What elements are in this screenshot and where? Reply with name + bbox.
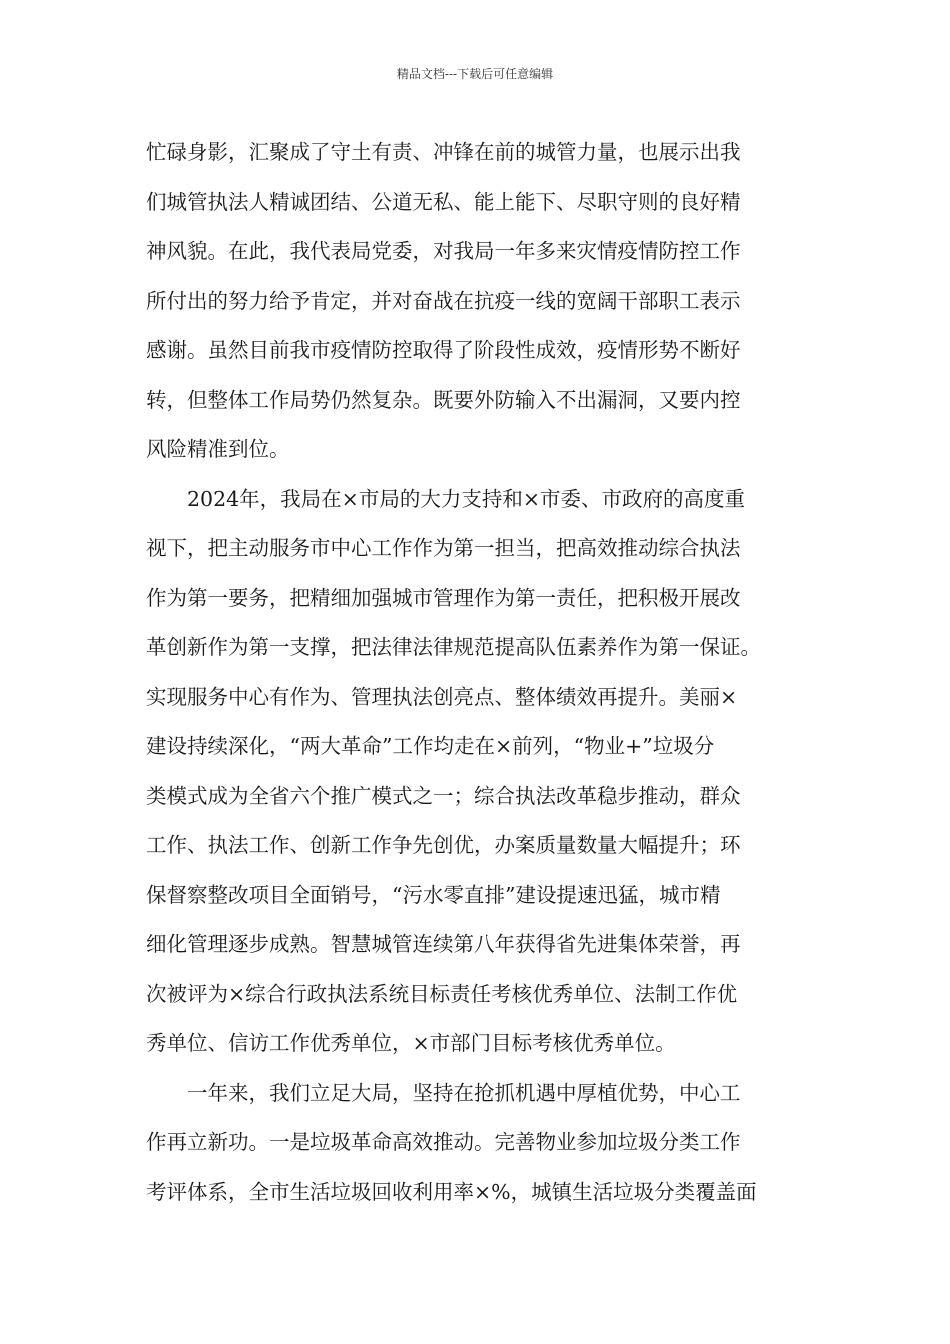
- text-line: 作再立新功。一是垃圾革命高效推动。完善物业参加垃圾分类工作: [146, 1130, 741, 1154]
- text-line: 保督察整改项目全面销号，“污水零直排”建设提速迅猛，城市精: [146, 882, 721, 907]
- text-line: 神风貌。在此，我代表局党委，对我局一年多来灾情疫情防控工作: [146, 239, 741, 263]
- text-line: 细化管理逐步成熟。智慧城管连续第八年获得省先进集体荣誉，再: [146, 932, 741, 956]
- text-line: 转，但整体工作局势仍然复杂。既要外防输入不出漏洞，又要内控: [146, 387, 741, 412]
- text-line: 一年来，我们立足大局，坚持在抢抓机遇中厚植优势，中心工: [187, 1080, 741, 1105]
- text-line: 工作、执法工作、创新工作争先创优，办案质量数量大幅提升；环: [146, 833, 741, 857]
- text-line: 作为第一要务，把精细加强城市管理作为第一责任，把积极开展改: [146, 585, 741, 610]
- text-line: 感谢。虽然目前我市疫情防控取得了阶段性成效，疫情形势不断好: [146, 338, 741, 362]
- text-line: 们城管执法人精诚团结、公道无私、能上能下、尽职守则的良好精: [146, 189, 741, 214]
- text-line: 视下，把主动服务市中心工作作为第一担当，把高效推动综合执法: [146, 536, 741, 560]
- text-line: 考评体系，全市生活垃圾回收利用率×%，城镇生活垃圾分类覆盖面: [146, 1179, 757, 1204]
- text-line: 风险精准到位。: [146, 437, 290, 461]
- text-line: 革创新作为第一支撑，把法律法律规范提高队伍素养作为第一保证。: [146, 635, 761, 659]
- text-line: 忙碌身影，汇聚成了守土有责、冲锋在前的城管力量，也展示出我: [146, 140, 741, 164]
- text-line: 建设持续深化，“两大革命”工作均走在×前列，“物业+”垃圾分: [146, 734, 715, 758]
- page-header: 精品文档---下载后可任意编辑: [396, 67, 554, 81]
- document-body: [146, 134, 826, 1223]
- text-line: 所付出的努力给予肯定，并对奋战在抗疫一线的宽阔干部职工表示: [146, 288, 741, 313]
- text-line: 秀单位、信访工作优秀单位，×市部门目标考核优秀单位。: [146, 1031, 676, 1055]
- text-line: 2024年，我局在×市局的大力支持和×市委、市政府的高度重: [187, 486, 746, 511]
- text-line: 次被评为×综合行政执法系统目标责任考核优秀单位、法制工作优: [146, 981, 738, 1006]
- text-line: 实现服务中心有作为、管理执法创亮点、整体绩效再提升。美丽×: [146, 684, 738, 709]
- text-line: 类模式成为全省六个推广模式之一；综合执法改革稳步推动，群众: [146, 783, 741, 808]
